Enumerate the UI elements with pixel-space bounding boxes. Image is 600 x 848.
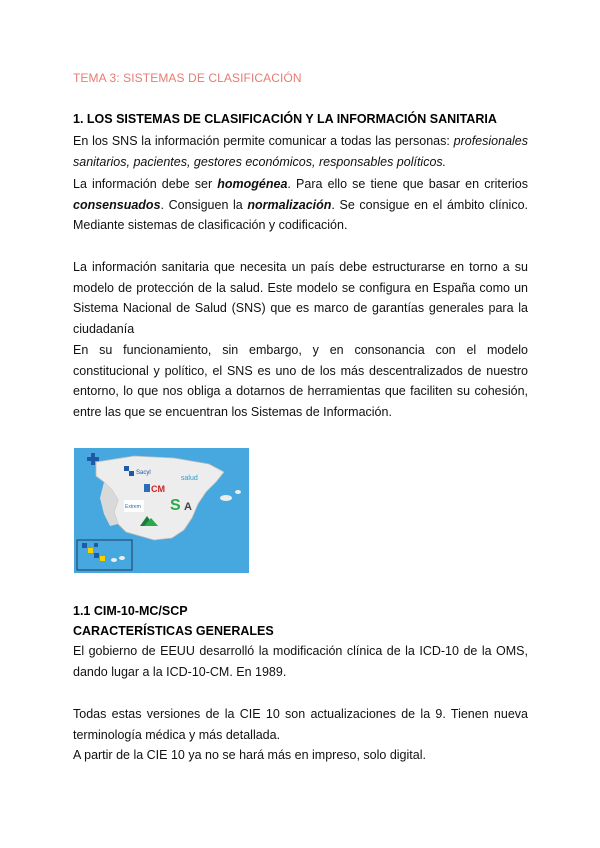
emphasis-homogenea: homogénea — [217, 177, 288, 191]
paragraph-text: . Se consigue en el ámbito clínico. Mediante sistemas de clasificación y codificación. — [73, 197, 528, 232]
paragraph-text: . Para ello se tiene que basar en criterios — [287, 177, 528, 191]
section-heading: 1. LOS SISTEMAS DE CLASIFICACIÓN Y LA INFORMACIÓN SANITARIA — [73, 112, 497, 126]
paragraph-italic-text: profesionales sanitarios, pacientes, gestores económicos, responsables políticos. — [73, 134, 528, 169]
paragraph-homogeneous-information — [73, 174, 528, 236]
paragraph-icd10cm: El gobierno de EEUU desarrolló la modificación clínica de la ICD-10 de la OMS, dando lugar a la ICD-10-CM. En 1989. — [73, 644, 528, 679]
document-title: TEMA 3: SISTEMAS DE CLASIFICACIÓN — [73, 71, 302, 85]
paragraph-sns-information — [73, 131, 528, 172]
spain-map-image — [74, 448, 249, 573]
emphasis-consensuados: consensuados — [73, 197, 161, 212]
svg-text:A: A — [184, 501, 192, 513]
logo-label: Extrem — [125, 504, 141, 510]
spain-map-illustration — [74, 448, 249, 573]
logo-label: CM — [151, 484, 165, 494]
paragraph-text: La información debe ser — [73, 177, 218, 191]
paragraph-cie10-versions: Todas estas versiones de la CIE 10 son actualizaciones de la 9. Tienen nueva terminología médica y más detallada. — [73, 707, 528, 742]
emphasis-normalizacion: normalización — [247, 197, 332, 212]
logo-label: Sacyl — [136, 470, 151, 476]
subsection-heading: 1.1 CIM-10-MC/SCP — [73, 604, 188, 618]
svg-text:S: S — [170, 497, 181, 514]
paragraph-text: En los SNS la información permite comunicar a todas las personas: — [73, 134, 454, 148]
paragraph-text: . Consiguen la — [160, 197, 248, 212]
logo-label: salud — [181, 475, 198, 482]
paragraph-digital-only: A partir de la CIE 10 ya no se hará más en impreso, solo digital. — [73, 748, 426, 762]
paragraph-decentralization: En su funcionamiento, sin embargo, y en consonancia con el modelo constitucional y político, el SNS es uno de los más descentralizados de nuestro entorno, lo que nos obliga a dotarnos de herramientas que faciliten su cohesión, entre las que se encuentran los Sistemas de Información. — [73, 343, 528, 419]
subsection-subheading: CARACTERÍSTICAS GENERALES — [73, 624, 274, 638]
paragraph-health-model: La información sanitaria que necesita un país debe estructurarse en torno a su modelo de protección de la salud. Este modelo se configura en España como un Sistema Nacional de Salud (SNS) que es marco de garantías generales para la ciudadanía — [73, 260, 528, 336]
